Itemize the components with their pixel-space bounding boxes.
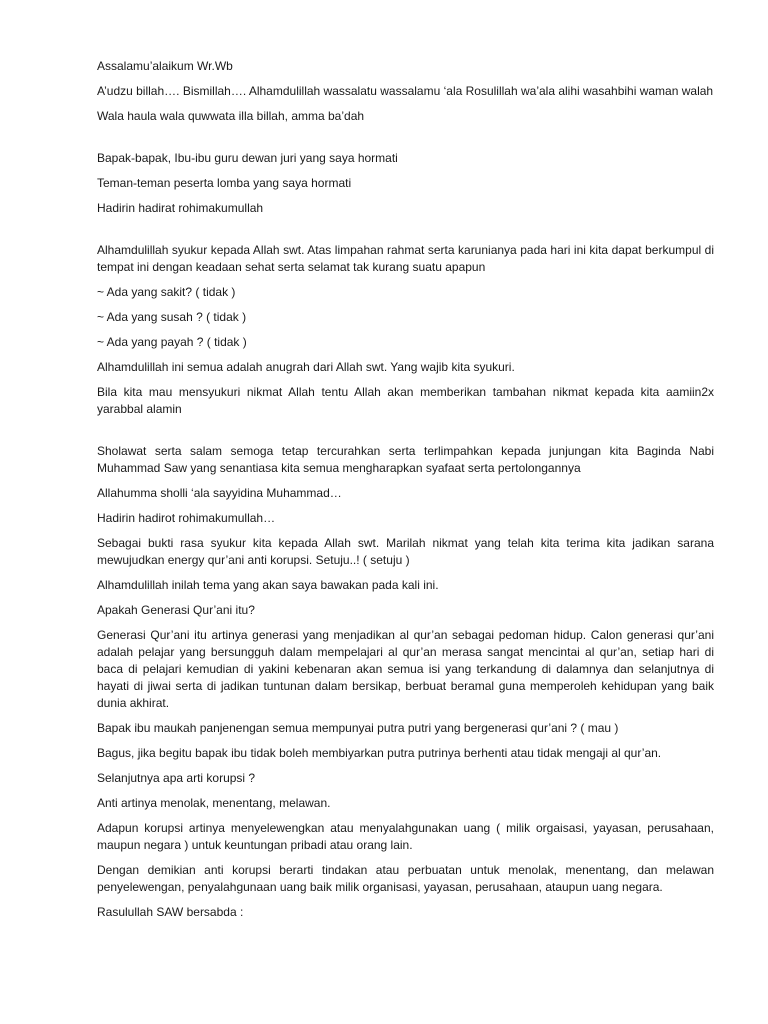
question-hardship-paragraph: ~ Ada yang susah ? ( tidak )	[97, 310, 247, 324]
opening-phrase-paragraph: Wala haula wala quwwata illa billah, amma ba’dah	[97, 109, 365, 123]
anti-corruption-definition-paragraph: Dengan demikian anti korupsi berarti tindakan atau perbuatan untuk menolak, menentang, dan melawan penyelewengan, penyalahgunaan uang baik milik organisasi, yayasan, perusahaan, ataupun uang negara.	[97, 863, 714, 894]
question-corruption-paragraph: Selanjutnya apa arti korupsi ?	[97, 771, 256, 785]
sholawat-paragraph: Sholawat serta salam semoga tetap tercurahkan serta terlimpahkan kepada junjungan kita Baginda Nabi Muhammad Saw yang senantiasa kita semua mengharapkan syafaat serta pertolongannya	[97, 444, 714, 475]
anti-definition-paragraph: Anti artinya menolak, menentang, melawan.	[97, 796, 331, 810]
document-page	[97, 58, 714, 929]
hadith-intro-paragraph: Rasulullah SAW bersabda :	[97, 905, 244, 919]
address-judges-paragraph: Bapak-bapak, Ibu-ibu guru dewan juri yang saya hormati	[97, 151, 398, 165]
audience-greeting-paragraph: Hadirin hadirot rohimakumullah…	[97, 511, 276, 525]
question-generation-paragraph: Apakah Generasi Qur’ani itu?	[97, 603, 255, 617]
blessing-paragraph: Alhamdulillah ini semua adalah anugrah dari Allah swt. Yang wajib kita syukuri.	[97, 360, 515, 374]
greeting-paragraph: Assalamu’alaikum Wr.Wb	[97, 59, 233, 73]
theme-intro-paragraph: Sebagai bukti rasa syukur kita kepada Allah swt. Marilah nikmat yang telah kita terima kita jadikan sarana mewujudkan energy qur’ani anti korupsi. Setuju..! ( setuju )	[97, 536, 714, 567]
gratitude-reward-paragraph: Bila kita mau mensyukuri nikmat Allah tentu Allah akan memberikan tambahan nikmat kepada kita aamiin2x yarabbal alamin	[97, 385, 714, 416]
theme-statement-paragraph: Alhamdulillah inilah tema yang akan saya bawakan pada kali ini.	[97, 578, 439, 592]
paragraph-gap	[97, 426, 714, 443]
question-sick-paragraph: ~ Ada yang sakit? ( tidak )	[97, 285, 236, 299]
parents-advice-paragraph: Bagus, jika begitu bapak ibu tidak boleh membiyarkan putra putrinya berhenti atau tidak mengaji al qur’an.	[97, 746, 662, 760]
gratitude-paragraph: Alhamdulillah syukur kepada Allah swt. Atas limpahan rahmat serta karunianya pada hari ini kita dapat berkumpul di tempat ini dengan keadaan sehat serta selamat tak kurang suatu apapun	[97, 243, 714, 274]
opening-prayer-paragraph: A’udzu billah…. Bismillah…. Alhamdulillah wassalatu wassalamu ‘ala Rosulillah wa’ala alihi wasahbihi waman walah	[97, 84, 714, 98]
corruption-definition-paragraph: Adapun korupsi artinya menyelewengkan atau menyalahgunakan uang ( milik orgaisasi, yayasan, perusahaan, maupun negara ) untuk keuntungan pribadi atau orang lain.	[97, 821, 714, 852]
paragraph-gap	[97, 133, 714, 150]
question-parents-paragraph: Bapak ibu maukah panjenengan semua mempunyai putra putri yang bergenerasi qur’ani ? ( mau )	[97, 721, 619, 735]
address-participants-paragraph: Teman-teman peserta lomba yang saya hormati	[97, 176, 352, 190]
address-audience-paragraph: Hadirin hadirat rohimakumullah	[97, 201, 264, 215]
paragraph-gap	[97, 225, 714, 242]
generation-definition-paragraph: Generasi Qur’ani itu artinya generasi yang menjadikan al qur’an sebagai pedoman hidup. Calon generasi qur’ani adalah pelajar yang bersungguh dalam mempelajari al qur’an merasa sangat mencintai al qur’an, setiap hari di baca di pelajari kemudian di yakini kebenaran akan semua isi yang terkandung di dalamnya dan selanjutnya di hayati di jiwai serta di jadikan tuntunan dalam bersikap, berbuat beramal guna memperoleh kehidupan yang baik dunia akhirat.	[97, 628, 714, 710]
question-tired-paragraph: ~ Ada yang payah ? ( tidak )	[97, 335, 247, 349]
sholawat-recitation-paragraph: Allahumma sholli ‘ala sayyidina Muhammad…	[97, 486, 342, 500]
